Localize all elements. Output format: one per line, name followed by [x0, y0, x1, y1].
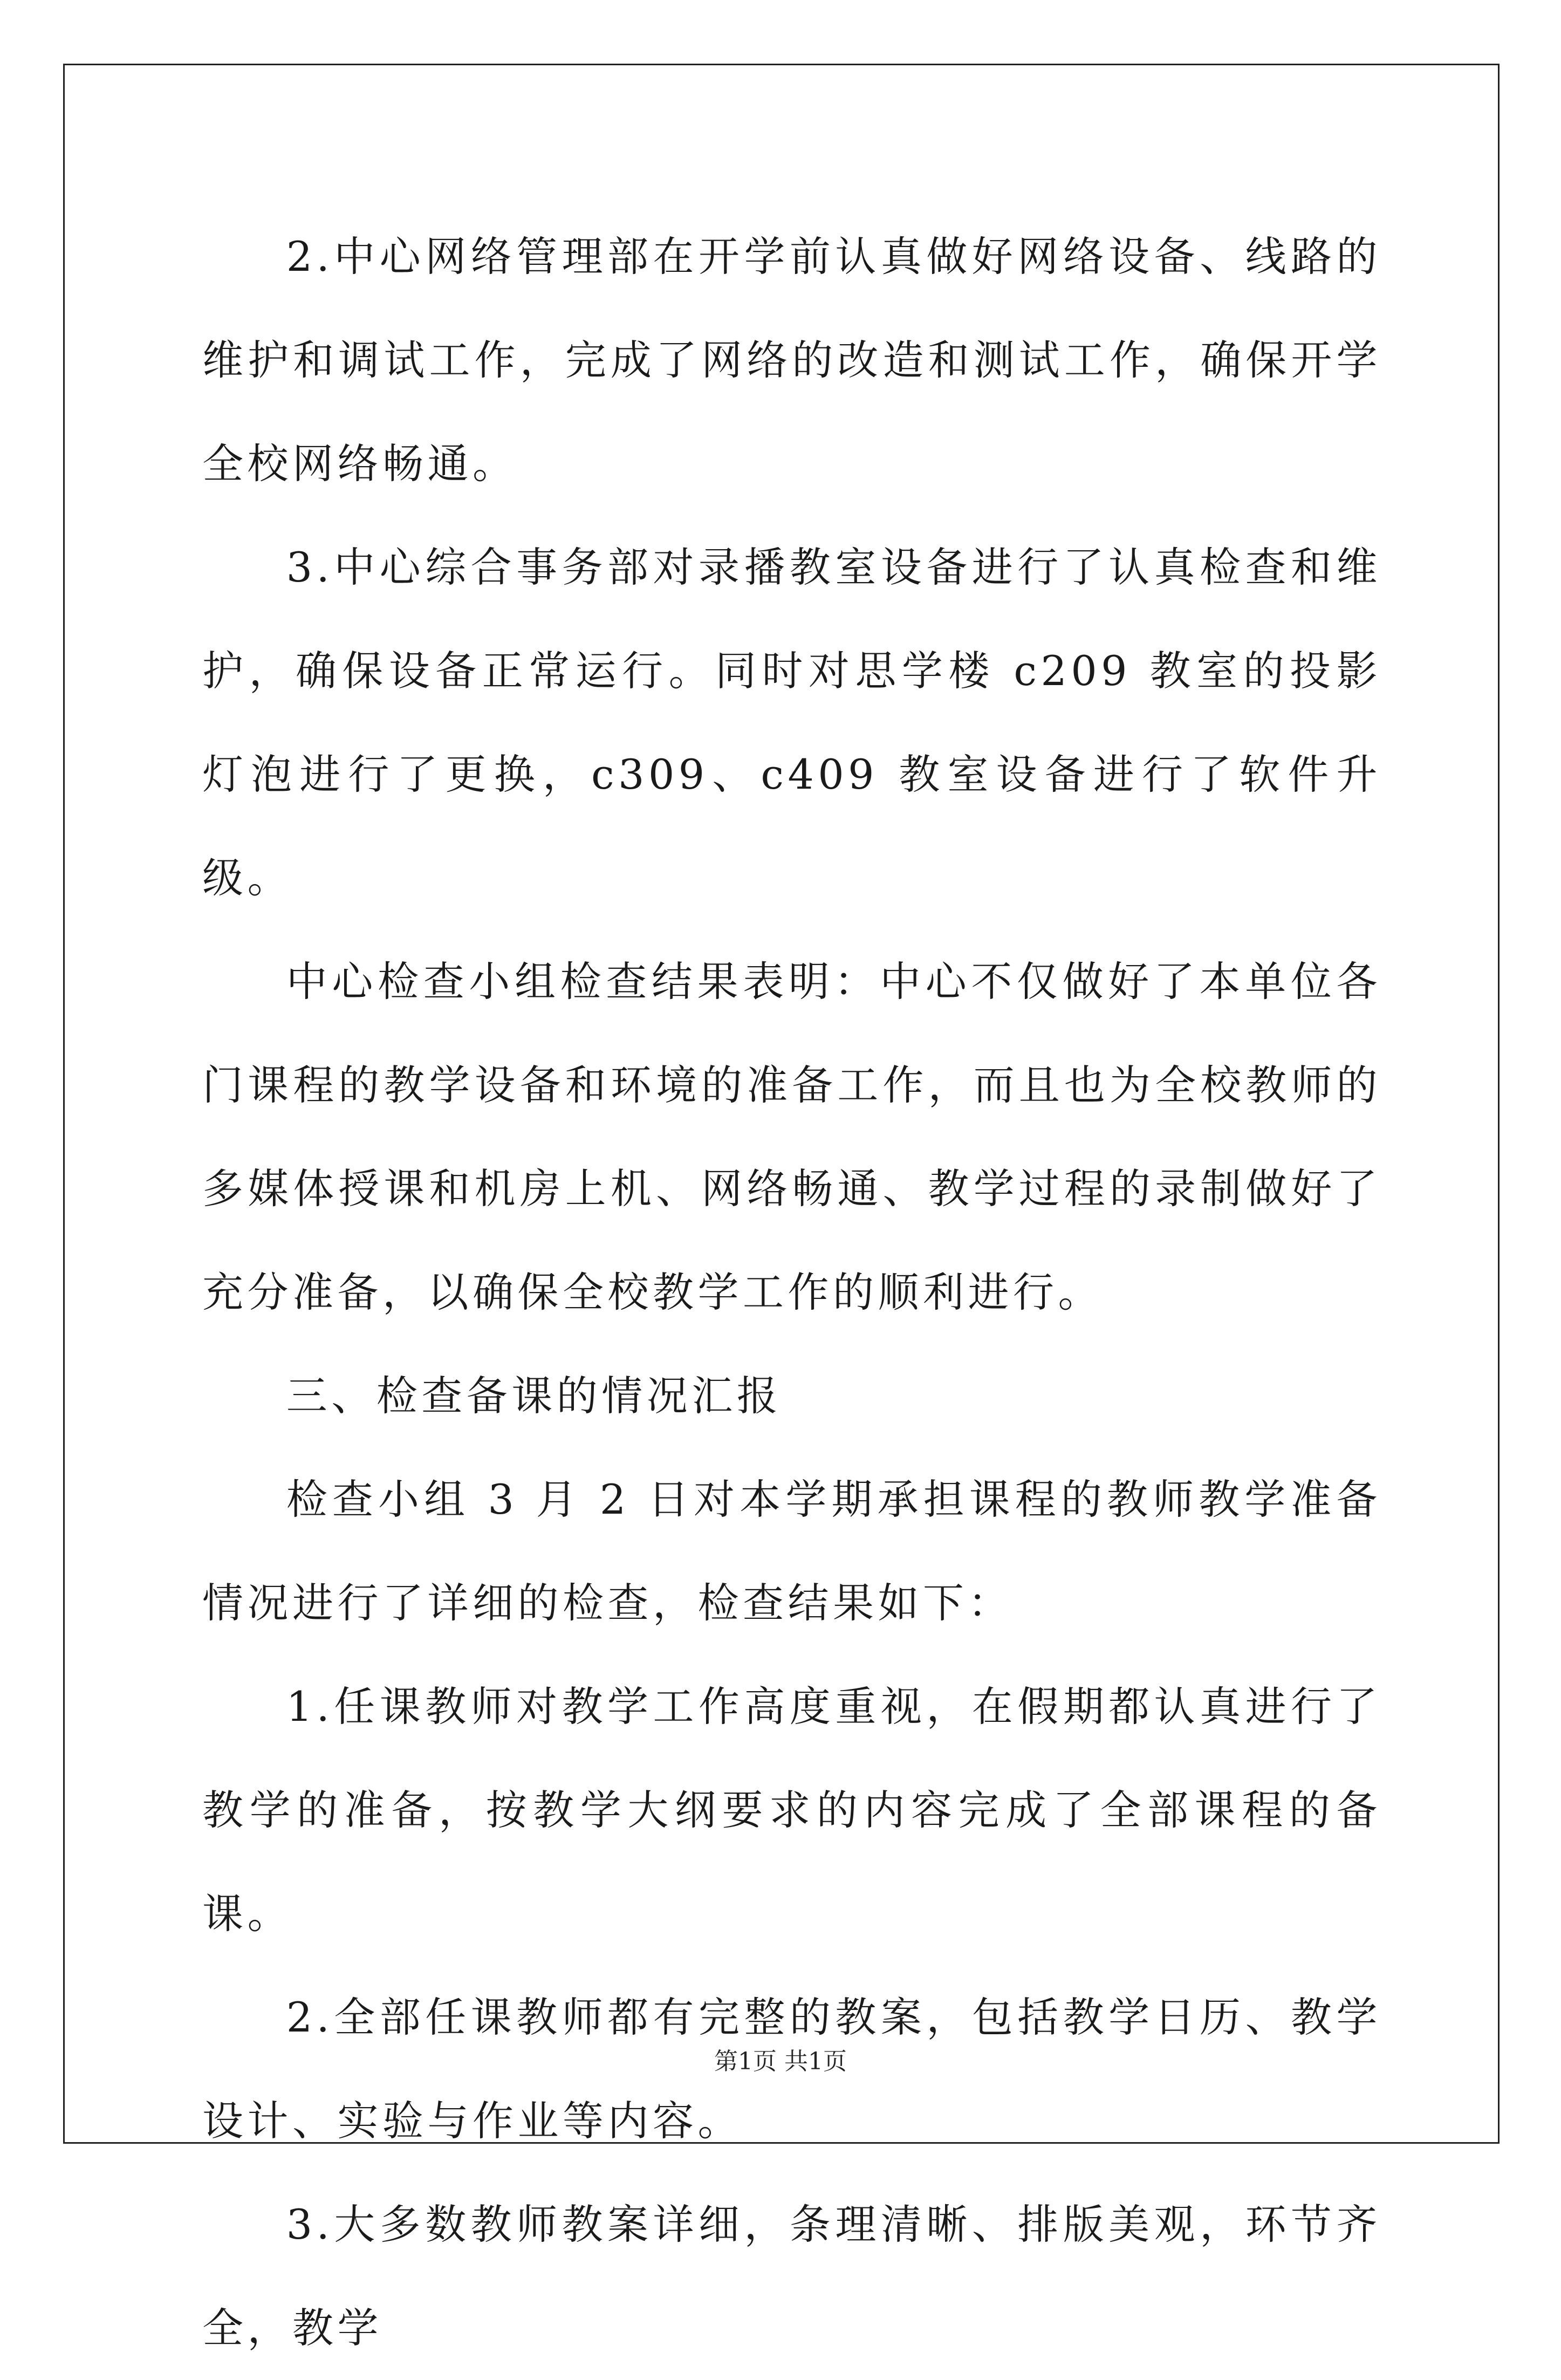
paragraph: 3.大多数教师教案详细，条理清晰、排版美观，环节齐全，教学 [202, 2200, 1381, 2352]
paragraph: 检查小组 3 月 2 日对本学期承担课程的教师教学准备情况进行了详细的检查，检查结果如下： [202, 1475, 1381, 1627]
paragraph: 3.中心综合事务部对录播教室设备进行了认真检查和维护，确保设备正常运行。同时对思学楼 c209 教室的投影灯泡进行了更换，c309、c409 教室设备进行了软件升级。 [202, 543, 1381, 902]
section-heading: 三、检查备课的情况汇报 [286, 1372, 782, 1420]
paragraph: 2.中心网络管理部在开学前认真做好网络设备、线路的维护和调试工作，完成了网络的改造和测试工作，确保开学全校网络畅通。 [202, 232, 1381, 488]
paragraph: 中心检查小组检查结果表明：中心不仅做好了本单位各门课程的教学设备和环境的准备工作，而且也为全校教师的多媒体授课和机房上机、网络畅通、教学过程的录制做好了充分准备，以确保全校教学工作的顺利进行。 [202, 958, 1381, 1316]
page-footer: 第1页 共1页 [714, 2048, 847, 2075]
paragraph: 2.全部任课教师都有完整的教案，包括教学日历、教学设计、实验与作业等内容。 [202, 1993, 1381, 2145]
paragraph: 1.任课教师对教学工作高度重视，在假期都认真进行了教学的准备，按教学大纲要求的内容完成了全部课程的备课。 [202, 1683, 1381, 1938]
